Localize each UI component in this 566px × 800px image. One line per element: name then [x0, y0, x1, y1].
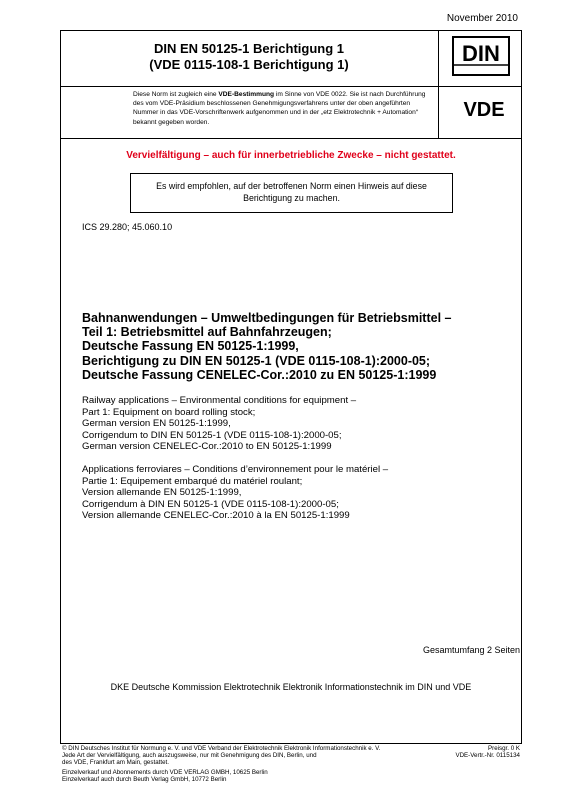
din-logo-text: DIN — [462, 41, 500, 66]
sales-line: Einzelverkauf und Abonnements durch VDE VERLAG GMBH, 10625 Berlin — [62, 769, 268, 776]
copyright-line: Jede Art der Vervielfältigung, auch auszugsweise, nur mit Genehmigung des DIN, Berlin, und — [62, 752, 317, 760]
sales-line: Einzelverkauf auch durch Beuth Verlag GmbH, 10772 Berlin — [62, 776, 227, 784]
english-title-line: German version EN 50125-1:1999, — [82, 418, 231, 429]
german-title-line: Berichtigung zu DIN EN 50125-1 (VDE 0115-108-1):2000-05; — [82, 353, 431, 368]
french-title-line: Version allemande CENELEC-Cor.:2010 à la EN 50125-1:1999 — [82, 510, 350, 521]
din-logo — [452, 36, 510, 76]
english-title-line: German version CENELEC-Cor.:2010 to EN 50125-1:1999 — [82, 441, 332, 452]
french-title-line: Corrigendum à DIN EN 50125-1 (VDE 0115-108-1):2000-05; — [82, 498, 339, 510]
reproduction-warning: Vervielfältigung – auch für innerbetriebliche Zwecke – nicht gestattet. — [126, 150, 456, 161]
price-group: Preisgr. 0 K — [488, 745, 520, 752]
vde-sales-number: VDE-Vertr.-Nr. 0115134 — [455, 752, 520, 760]
german-title — [82, 311, 512, 382]
approval-text-end: im Sinne von VDE 0022. Sie ist nach Durchführung des vom VDE-Präsidium beschlossenen Genehmigungsverfahrens unter der oben angeführten Nummer in das VDE-Vorschriftenwerk aufgenommen und in der „etz Elektrotechnik + Automation“ bekannt gegeben worden. — [133, 91, 426, 126]
vde-number: (VDE 0115-108-1 Berichtigung 1) — [149, 57, 349, 72]
publishing-organization: DKE Deutsche Kommission Elektrotechnik Elektronik Informationstechnik im DIN und VDE — [110, 682, 472, 692]
vde-approval-text — [133, 90, 433, 127]
english-title-line: Part 1: Equipment on board rolling stock; — [82, 406, 256, 418]
french-title-line: Partie 1: Equipement embarqué du matériel roulant; — [82, 475, 303, 487]
french-title — [82, 464, 512, 522]
german-title-line: Deutsche Fassung EN 50125-1:1999, — [82, 339, 299, 354]
copyright-line: des VDE, Frankfurt am Main, gestattet. — [62, 759, 169, 767]
price-info — [455, 745, 520, 759]
copyright-notice — [62, 745, 427, 767]
approval-text-start: Diese Norm ist zugleich eine — [133, 91, 219, 98]
german-title-line: Deutsche Fassung CENELEC-Cor.:2010 zu EN 50125-1:1999 — [82, 367, 437, 382]
issue-date: November 2010 — [446, 13, 518, 24]
english-title-line: Corrigendum to DIN EN 50125-1 (VDE 0115-108-1):2000-05; — [82, 429, 342, 441]
english-title-line: Railway applications – Environmental conditions for equipment – — [82, 395, 357, 406]
recommendation-note: Es wird empfohlen, auf der betroffenen Norm einen Hinweis auf diese Berichtigung zu machen. — [130, 173, 453, 213]
copyright-line: © DIN Deutsches Institut für Normung e. V. und VDE Verband der Elektrotechnik Elektronik Informationstechnik e. V. — [62, 745, 381, 752]
german-title-line: Bahnanwendungen – Umweltbedingungen für Betriebsmittel – — [82, 311, 452, 325]
ics-code: ICS 29.280; 45.060.10 — [82, 222, 173, 232]
vde-bestimmung: VDE-Bestimmung — [218, 91, 275, 98]
title-cell — [60, 30, 439, 87]
vde-logo — [454, 99, 514, 119]
german-title-line: Teil 1: Betriebsmittel auf Bahnfahrzeugen; — [82, 325, 332, 340]
english-title — [82, 395, 512, 453]
page-count: Gesamtumfang 2 Seiten — [422, 645, 520, 655]
vde-logo-text: VDE — [463, 99, 505, 119]
french-title-line: Applications ferroviares – Conditions d’environnement pour le matériel – — [82, 464, 389, 475]
french-title-line: Version allemande EN 50125-1:1999, — [82, 487, 242, 498]
sales-info — [62, 769, 268, 783]
document-number: DIN EN 50125-1 Berichtigung 1 — [154, 41, 344, 56]
